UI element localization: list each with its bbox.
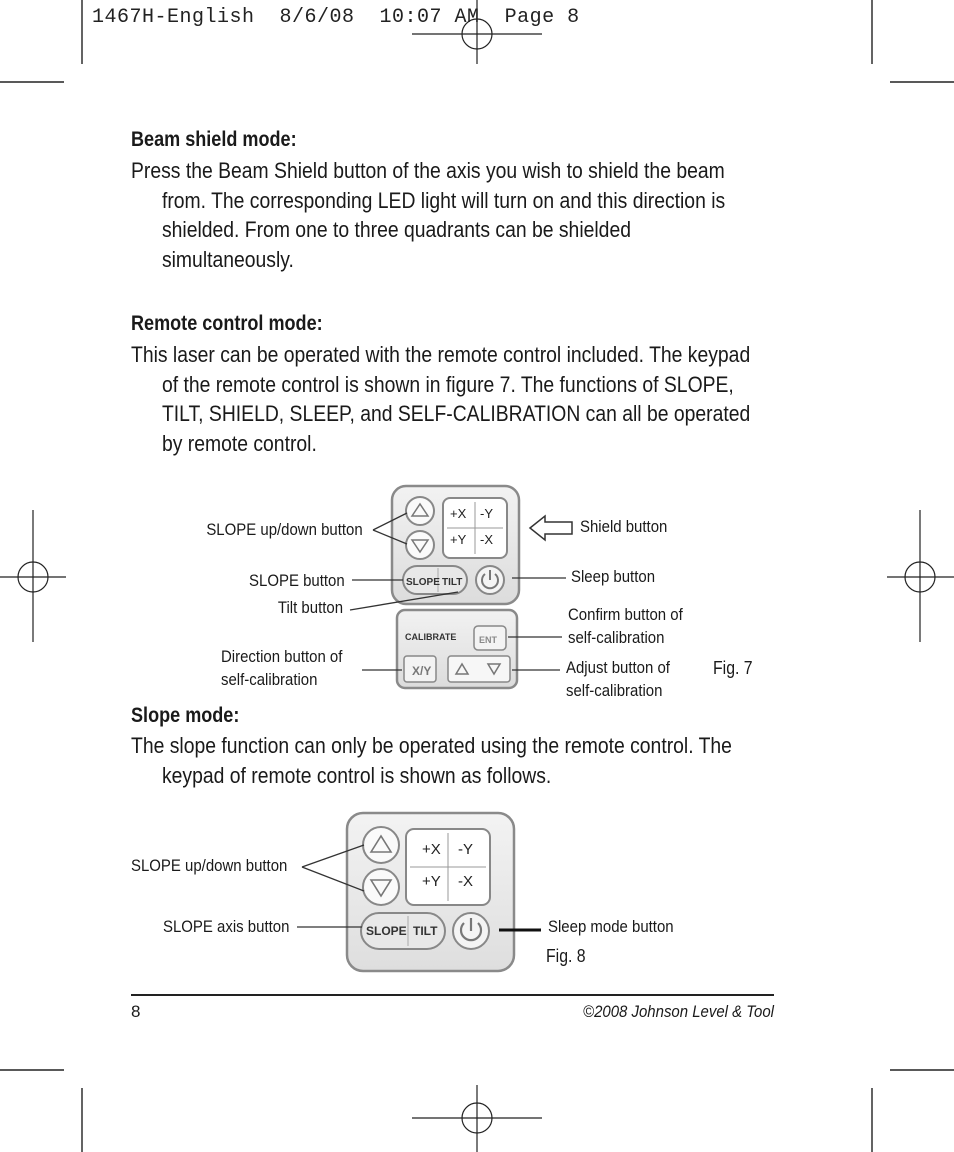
heading-beam-shield: Beam shield mode: (131, 128, 297, 151)
heading-remote-control: Remote control mode: (131, 312, 323, 335)
paragraph-slope-mode: The slope function can only be operated using the remote control. The keypad of remote control is shown as follows. (131, 733, 732, 788)
key-plus-x: +X (422, 841, 441, 858)
label-fig8-slope-updown: SLOPE up/down button (131, 856, 288, 875)
label-tilt: Tilt button (277, 598, 343, 617)
key-ent: ENT (479, 635, 497, 645)
printer-slug: 1467H-English 8/6/08 10:07 AM Page 8 (92, 6, 580, 29)
key-plus-y: +Y (450, 532, 467, 547)
paragraph-remote-control: This laser can be operated with the remote control included. The keypad of the remote control is shown in figure 7. The functions of SLOPE, TILT, SHIELD, SLEEP, and SELF-CALIBRATION can all be operated by remote control. (131, 342, 751, 457)
paragraph-beam-shield: Press the Beam Shield button of the axis you wish to shield the beam from. The corresponding LED light will turn on and this direction is shielded. From one to three quadrants can be shielded simultaneously. (131, 158, 726, 273)
key-calibrate: CALIBRATE (405, 632, 457, 642)
heading-slope-mode: Slope mode: (131, 704, 240, 727)
footer-rule (131, 994, 774, 996)
label-confirm-2: self-calibration (568, 628, 665, 647)
label-shield: Shield button (580, 517, 668, 536)
label-direction-1: Direction button of (221, 647, 343, 666)
copyright: ©2008 Johnson Level & Tool (583, 1002, 774, 1021)
figure-8-caption: Fig. 8 (546, 946, 586, 966)
label-direction-2: self-calibration (221, 670, 318, 689)
svg-text:X/Y: X/Y (412, 664, 432, 678)
label-confirm-1: Confirm button of (568, 605, 683, 624)
label-slope-updown: SLOPE up/down button (206, 520, 363, 539)
figure-7-keypad (0, 480, 954, 700)
label-slope-button: SLOPE button (249, 571, 345, 590)
key-minus-x: -X (480, 532, 493, 547)
key-slope: SLOPE (406, 577, 440, 588)
label-adjust-2: self-calibration (566, 681, 663, 700)
label-fig8-sleep-mode: Sleep mode button (548, 917, 674, 936)
key-plus-y: +Y (422, 873, 441, 890)
key-tilt: TILT (442, 577, 463, 588)
figure-8-keypad (0, 805, 954, 975)
key-minus-x: -X (458, 873, 473, 890)
key-slope: SLOPE (366, 924, 407, 938)
key-plus-x: +X (450, 506, 467, 521)
label-adjust-1: Adjust button of (566, 658, 670, 677)
key-minus-y: -Y (480, 506, 493, 521)
figure-7-caption: Fig. 7 (713, 658, 753, 678)
label-sleep: Sleep button (571, 567, 656, 586)
arrow-left-icon (530, 516, 572, 540)
registration-mark-bottom (412, 1085, 542, 1152)
label-fig8-slope-axis: SLOPE axis button (163, 917, 290, 936)
key-minus-y: -Y (458, 841, 473, 858)
key-tilt: TILT (413, 924, 438, 938)
page-number: 8 (131, 1002, 141, 1021)
